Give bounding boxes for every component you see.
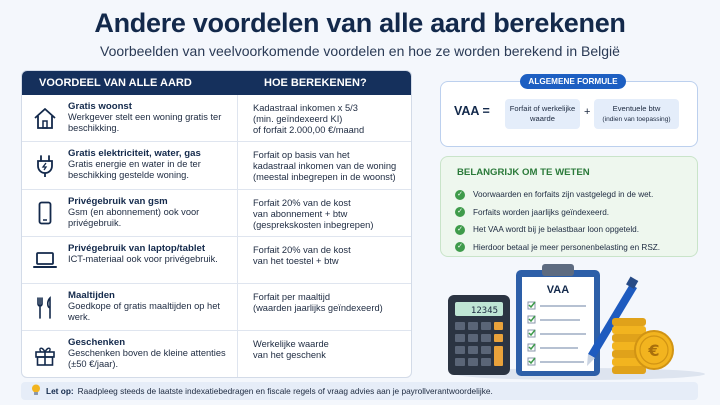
formula-term-vat-note: (indien van toepassing) (602, 116, 671, 123)
benefits-table (21, 70, 412, 378)
column-header-benefit: VOORDEEL VAN ALLE AARD (39, 77, 192, 89)
formula-badge: ALGEMENE FORMULE (520, 74, 626, 89)
formula-term-value: Forfait of werkelijke waarde (505, 99, 580, 129)
house-icon (22, 95, 68, 142)
fork-knife-icon (22, 284, 68, 331)
benefit-name: Maaltijden (68, 290, 115, 302)
benefit-name: Privégebruik van gsm (68, 195, 168, 207)
benefit-calculation: Werkelijke waarde van het geschenk (253, 339, 329, 361)
important-card (440, 156, 698, 257)
table-row (22, 331, 411, 378)
page-subtitle: Voorbeelden van veelvoorkomende voordelen en hoe ze worden berekend in België (100, 43, 620, 59)
list-item: ✓ Voorwaarden en forfaits zijn vastgelegd in de wet. (455, 186, 660, 204)
benefit-calculation: Forfait per maaltijd (waarden jaarlijks geïndexeerd) (253, 292, 383, 314)
page-title: Andere voordelen van alle aard berekenen (94, 8, 626, 38)
table-row (22, 95, 411, 142)
benefit-name: Gratis elektriciteit, water, gas (68, 148, 201, 160)
table-row (22, 284, 411, 331)
list-item: ✓ Forfaits worden jaarlijks geïndexeerd. (455, 204, 660, 222)
formula-lhs: VAA = (454, 104, 490, 118)
footer-label: Let op: (46, 386, 74, 396)
benefit-calculation: Forfait op basis van het kadastraal inkomen van de woning (meestal inbegrepen in de woonst) (253, 150, 397, 183)
plug-icon (22, 142, 68, 189)
table-header (22, 71, 411, 95)
table-row (22, 142, 411, 189)
illustration (440, 262, 710, 380)
euro-icon: € (648, 341, 660, 360)
benefit-name: Gratis woonst (68, 101, 132, 112)
benefit-calculation: Kadastraal inkomen x 5/3 (min. geïndexeerd KI) of forfait 2.000,00 €/maand (253, 103, 365, 135)
calculator-icon (448, 295, 510, 375)
lightbulb-icon (31, 384, 41, 398)
footer-note (21, 382, 698, 400)
benefit-description: Gratis energie en water in de ter beschikking gestelde woning. (68, 159, 201, 181)
laptop-icon (22, 237, 68, 284)
smartphone-icon (22, 190, 68, 237)
list-item: ✓ Hierdoor betaal je meer personenbelasting en RSZ. (455, 239, 660, 257)
benefit-description: Werkgever stelt een woning gratis ter beschikking. (68, 112, 222, 133)
clipboard-icon (516, 264, 600, 376)
formula-term-vat: Eventuele btw (indien van toepassing) (594, 99, 679, 129)
benefit-description: Gsm (en abonnement) ook voor privégebruik. (68, 206, 200, 228)
benefit-description: Goedkope of gratis maaltijden op het werk. (68, 301, 220, 323)
benefit-description: ICT-materiaal ook voor privégebruik. (68, 253, 218, 264)
benefit-calculation: Forfait 20% van de kost van het toestel + btw (253, 244, 351, 266)
check-icon: ✓ (455, 207, 465, 217)
table-row (22, 237, 411, 284)
important-list (455, 186, 660, 256)
formula-plus: + (584, 106, 591, 118)
table-row (22, 190, 411, 237)
list-item: ✓ Het VAA wordt bij je belastbaar loon opgeteld. (455, 221, 660, 239)
general-formula-card (440, 77, 698, 147)
check-icon: ✓ (455, 242, 465, 252)
calculator-display: 12345 (470, 306, 498, 316)
column-header-calculation: HOE BEREKENEN? (264, 77, 367, 89)
benefit-calculation: Forfait 20% van de kost van abonnement + btw (gesprekskosten inbegrepen) (253, 197, 374, 230)
clipboard-title: VAA (546, 284, 570, 296)
gift-icon (22, 331, 68, 378)
footer-text: Raadpleeg steeds de laatste indexatiebedragen en fiscale regels of vraag advies aan je payrollverantwoordelijke. (77, 386, 493, 396)
benefit-name: Geschenken (68, 337, 126, 349)
benefit-name: Privégebruik van laptop/tablet (68, 242, 206, 254)
coin-stack-icon (612, 318, 673, 374)
check-icon: ✓ (455, 225, 465, 235)
important-heading: BELANGRIJK OM TE WETEN (457, 167, 590, 178)
benefit-description: Geschenken boven de kleine attenties (±50 €/jaar). (68, 348, 226, 370)
check-icon: ✓ (455, 190, 465, 200)
